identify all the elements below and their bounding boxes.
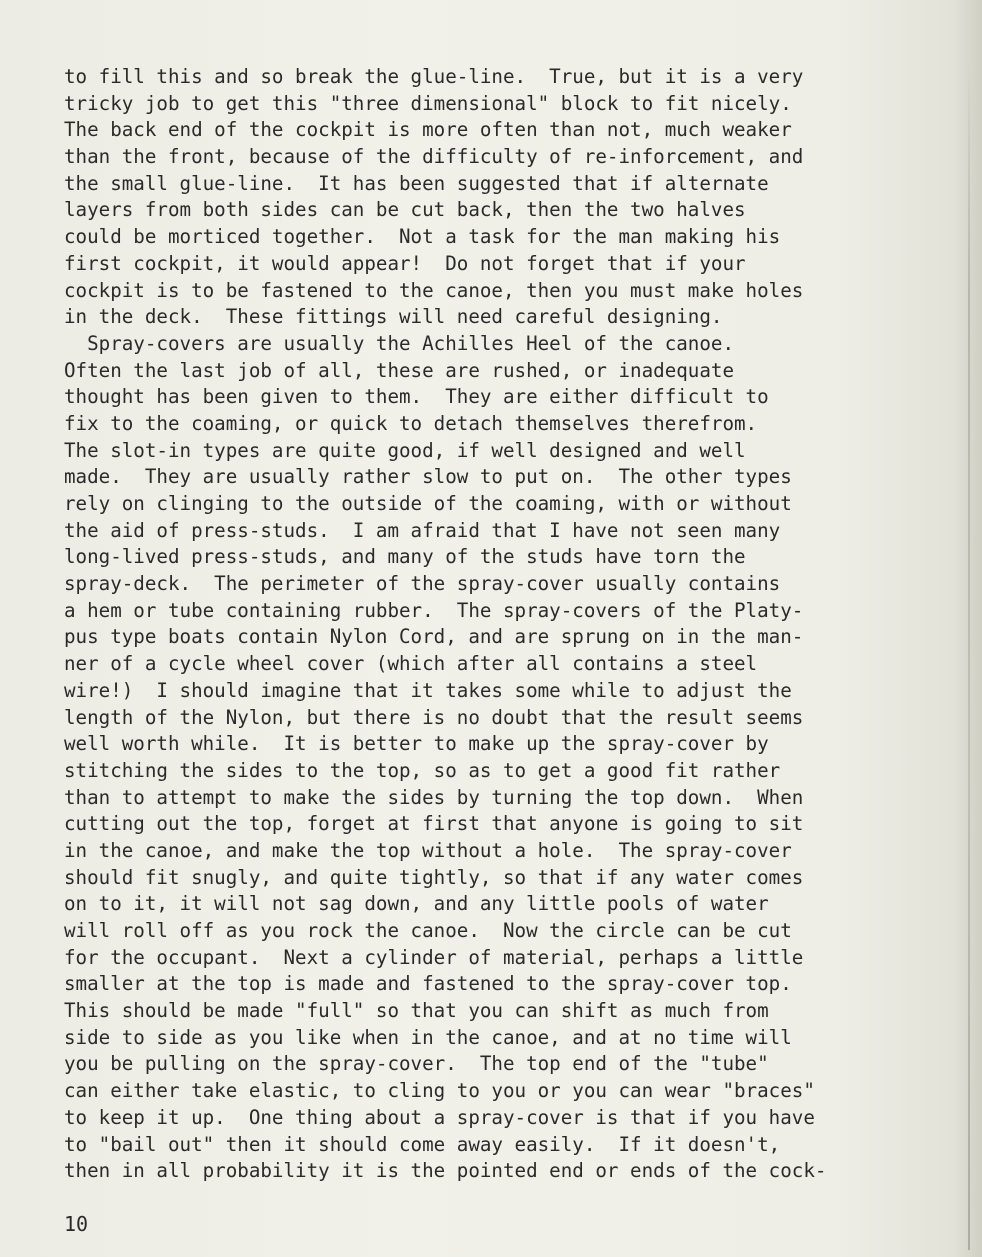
- text-line: for the occupant. Next a cylinder of material, perhaps a little: [64, 945, 804, 969]
- text-line: should fit snugly, and quite tightly, so that if any water comes: [64, 865, 804, 889]
- page-gutter-shadow: [968, 60, 970, 1250]
- text-line: first cockpit, it would appear! Do not forget that if your: [64, 251, 746, 275]
- text-line: rely on clinging to the outside of the coaming, with or without: [64, 492, 792, 515]
- text-line: a hem or tube containing rubber. The spray-covers of the Platy-: [64, 598, 804, 622]
- text-line: fix to the coaming, or quick to detach themselves therefrom.: [64, 411, 758, 435]
- text-line: than to attempt to make the sides by turning the top down. When: [64, 785, 804, 809]
- text-line: layers from both sides can be cut back, then the two halves: [64, 198, 746, 222]
- text-line: on to it, it will not sag down, and any little pools of water: [64, 892, 769, 916]
- page-number: 10: [64, 1212, 89, 1236]
- text-line: in the deck. These fittings will need careful designing.: [64, 305, 723, 329]
- text-line: tricky job to get this "three dimensional" block to fit nicely.: [64, 91, 792, 115]
- text-line: pus type boats contain Nylon Cord, and are sprung on in the man-: [64, 625, 804, 649]
- text-line: the aid of press-studs. I am afraid that I have not seen many: [64, 518, 781, 542]
- text-line: thought has been given to them. They are either difficult to: [64, 385, 769, 409]
- text-line: The slot-in types are quite good, if well designed and well: [64, 438, 746, 462]
- text-line: to keep it up. One thing about a spray-cover is that if you have: [64, 1105, 815, 1129]
- text-line: cockpit is to be fastened to the canoe, then you must make holes: [64, 278, 804, 302]
- text-line: could be morticed together. Not a task for the man making his: [64, 225, 781, 249]
- text-line: will roll off as you rock the canoe. Now the circle can be cut: [64, 919, 792, 942]
- text-line: side to side as you like when in the canoe, and at no time will: [64, 1025, 792, 1049]
- text-line: to "bail out" then it should come away easily. If it doesn't,: [64, 1132, 781, 1156]
- text-line: The back end of the cockpit is more often than not, much weaker: [64, 118, 792, 142]
- text-line: you be pulling on the spray-cover. The top end of the "tube": [64, 1052, 769, 1076]
- text-line: length of the Nylon, but there is no doubt that the result seems: [64, 705, 804, 729]
- text-line: stitching the sides to the top, so as to get a good fit rather: [64, 758, 781, 782]
- text-line: in the canoe, and make the top without a hole. The spray-cover: [64, 838, 792, 862]
- text-line: well worth while. It is better to make up the spray-cover by: [64, 732, 769, 756]
- text-line: can either take elastic, to cling to you or you can wear "braces": [64, 1079, 815, 1103]
- body-text: [64, 64, 954, 1185]
- text-line: the small glue-line. It has been suggested that if alternate: [64, 171, 769, 195]
- text-line: ner of a cycle wheel cover (which after all contains a steel: [64, 652, 758, 676]
- text-line: to fill this and so break the glue-line. True, but it is a very: [64, 65, 804, 88]
- text-line: smaller at the top is made and fastened to the spray-cover top.: [64, 972, 792, 996]
- text-line: cutting out the top, forget at first that anyone is going to sit: [64, 812, 804, 836]
- text-line: Often the last job of all, these are rushed, or inadequate: [64, 358, 735, 382]
- text-line: long-lived press-studs, and many of the studs have torn the: [64, 545, 746, 569]
- text-line: Spray-covers are usually the Achilles Heel of the canoe.: [64, 331, 735, 355]
- text-line: spray-deck. The perimeter of the spray-cover usually contains: [64, 572, 781, 596]
- text-line: then in all probability it is the pointed end or ends of the cock-: [64, 1159, 827, 1183]
- text-line: made. They are usually rather slow to put on. The other types: [64, 465, 792, 489]
- text-line: than the front, because of the difficulty of re-inforcement, and: [64, 145, 804, 169]
- text-line: This should be made "full" so that you can shift as much from: [64, 999, 769, 1023]
- text-line: wire!) I should imagine that it takes some while to adjust the: [64, 678, 792, 702]
